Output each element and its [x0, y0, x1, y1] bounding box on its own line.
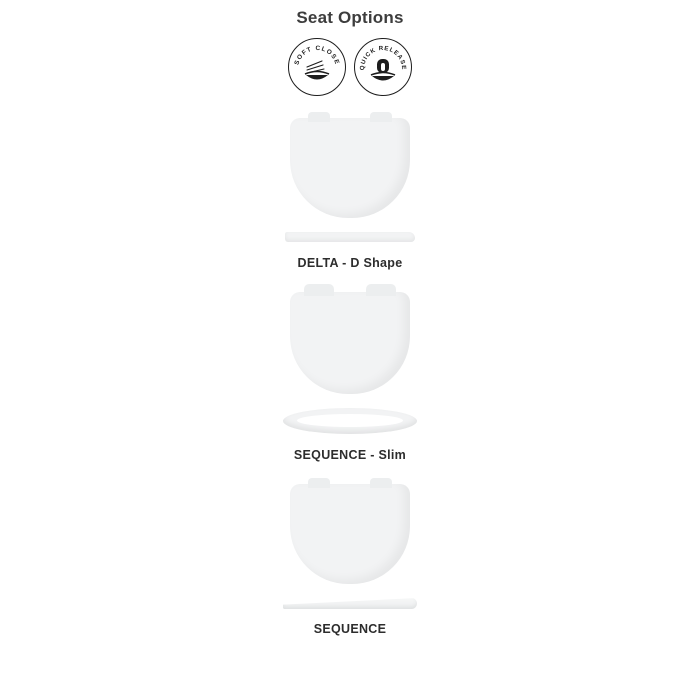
- hinge-right-icon: [370, 478, 392, 488]
- seat-lid: [290, 118, 410, 218]
- seat-sequence: [230, 484, 470, 636]
- seat-profile-bar: [285, 232, 415, 242]
- seat-profile: [285, 232, 415, 246]
- seat-lid: [290, 484, 410, 584]
- svg-text:QUICK RELEASE: QUICK RELEASE: [358, 44, 408, 71]
- seat-profile-bar: [283, 598, 417, 609]
- seat-sequence-slim: [230, 292, 470, 462]
- seat-illustration: [230, 118, 470, 246]
- seat-profile-ring-inner: [297, 414, 403, 427]
- soft-close-badge-art: [289, 39, 345, 95]
- quick-release-badge: [354, 38, 412, 96]
- seat-profile: [283, 598, 417, 612]
- hinge-left-icon: [308, 112, 330, 122]
- hinge-right-icon: [366, 284, 396, 296]
- seat-lid: [290, 292, 410, 394]
- seat-illustration: [230, 484, 470, 612]
- seat-delta-d-shape: [230, 118, 470, 270]
- hinge-left-icon: [304, 284, 334, 296]
- svg-text:SOFT CLOSE: SOFT CLOSE: [293, 44, 341, 66]
- seat-label: SEQUENCE: [313, 622, 387, 636]
- seat-label: DELTA - D Shape: [297, 256, 403, 270]
- hinge-left-icon: [308, 478, 330, 488]
- quick-release-badge-art: [355, 39, 411, 95]
- seat-profile: [283, 408, 417, 438]
- soft-close-badge: [288, 38, 346, 96]
- badge-row: [288, 38, 412, 96]
- seat-label: SEQUENCE - Slim: [293, 448, 407, 462]
- seat-illustration: [230, 292, 470, 438]
- page-title: Seat Options: [296, 8, 404, 27]
- hinge-right-icon: [370, 112, 392, 122]
